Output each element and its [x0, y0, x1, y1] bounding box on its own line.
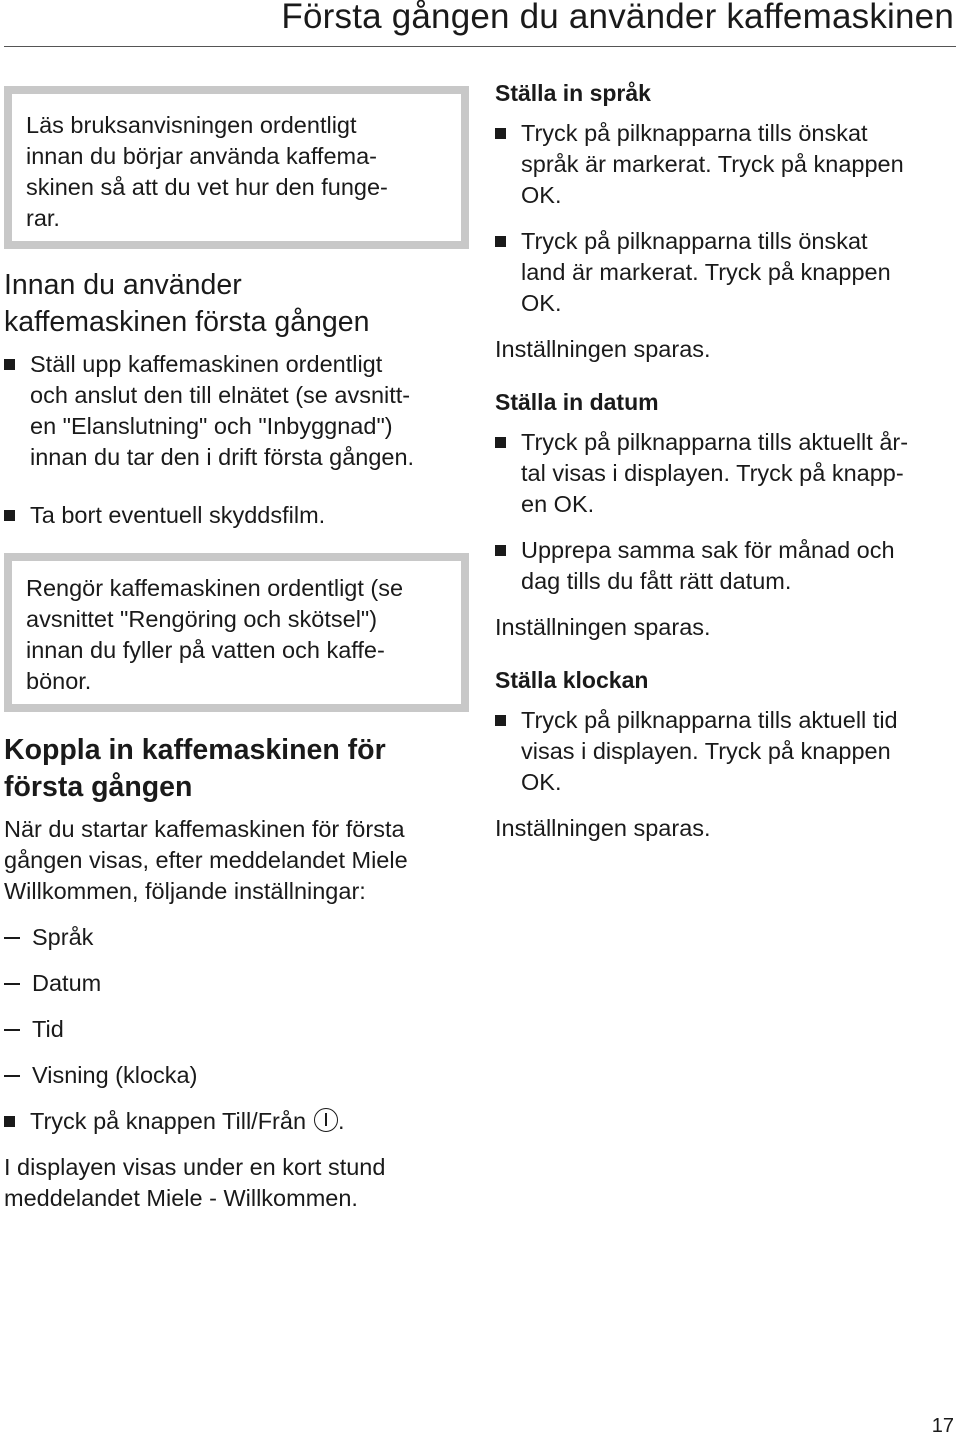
- bullet-line: Tryck på pilknapparna tills önskat: [521, 228, 868, 254]
- note-box-clean: [4, 553, 469, 712]
- note-line: Rengör kaffemaskinen ordentligt (se: [26, 575, 404, 601]
- saved-text-clock: Inställningen sparas.: [495, 815, 711, 841]
- bullet-line: OK.: [521, 290, 562, 316]
- bullet-square-icon: [4, 510, 15, 521]
- dash-item-time: [4, 1014, 469, 1045]
- note-line: Läs bruksanvisningen ordentligt: [26, 112, 357, 138]
- subheading-language: Ställa in språk: [495, 80, 651, 106]
- note-line: innan du fyller på vatten och kaffe-: [26, 637, 385, 663]
- para-line: gången visas, efter meddelandet Miele: [4, 847, 408, 873]
- bullet-line: en "Elanslutning" och "Inbyggnad"): [30, 413, 393, 439]
- para-line: Willkommen, följande inställningar:: [4, 878, 366, 904]
- subheading-date: Ställa in datum: [495, 389, 659, 415]
- bullet-line-suffix: .: [338, 1108, 345, 1134]
- bullet-line: innan du tar den i drift första gången.: [30, 444, 415, 470]
- bullet-remove-film: [4, 500, 469, 531]
- note-box-read-manual: [4, 86, 469, 249]
- bullet-line: Tryck på pilknapparna tills aktuellt år-: [521, 429, 909, 455]
- intro-paragraph: [4, 814, 469, 907]
- bullet-line: Tryck på pilknapparna tills aktuell tid: [521, 707, 898, 733]
- page-number: 17: [931, 1415, 954, 1437]
- para-line: I displayen visas under en kort stund: [4, 1154, 386, 1180]
- note-line: skinen så att du vet hur den funge-: [26, 174, 388, 200]
- title-divider: [4, 46, 956, 47]
- para-line: meddelandet Miele - Willkommen.: [4, 1185, 358, 1211]
- bullet-time: [495, 705, 955, 798]
- note-line: bönor.: [26, 668, 92, 694]
- section-title-line: Koppla in kaffemaskinen för: [4, 734, 386, 766]
- note-line: avsnittet "Rengöring och skötsel"): [26, 606, 378, 632]
- note-line: rar.: [26, 205, 60, 231]
- dash-item-date: [4, 968, 469, 999]
- dash-item-clock-display: [4, 1060, 469, 1091]
- bullet-square-icon: [495, 715, 506, 726]
- bullet-square-icon: [495, 437, 506, 448]
- dash-icon: [4, 1029, 20, 1031]
- bullet-line: Upprepa samma sak för månad och: [521, 537, 895, 563]
- bullet-country-select: [495, 226, 955, 319]
- bullet-line: Ställ upp kaffemaskinen ordentligt: [30, 351, 383, 377]
- bullet-line: Tryck på pilknapparna tills önskat: [521, 120, 868, 146]
- bullet-line: land är markerat. Tryck på knappen: [521, 259, 891, 285]
- subheading-clock: Ställa klockan: [495, 667, 649, 693]
- bullet-year: [495, 427, 955, 520]
- bullet-line: och anslut den till elnätet (se avsnitt-: [30, 382, 411, 408]
- section-title-switch-on: [4, 732, 469, 806]
- dash-item-label: Datum: [32, 970, 102, 996]
- bullet-line: dag tills du fått rätt datum.: [521, 568, 792, 594]
- bullet-line: Tryck på knappen Till/Från: [30, 1108, 307, 1134]
- note-line: innan du börjar använda kaffema-: [26, 143, 377, 169]
- bullet-line: OK.: [521, 769, 562, 795]
- page-title: Första gången du använder kaffemaskinen: [281, 0, 954, 36]
- bullet-line: språk är markerat. Tryck på knappen: [521, 151, 904, 177]
- section-title-before-first-use: [4, 267, 469, 341]
- dash-item-language: [4, 922, 469, 953]
- bullet-line: tal visas i displayen. Tryck på knapp-: [521, 460, 904, 486]
- saved-text-date: Inställningen sparas.: [495, 614, 711, 640]
- bullet-setup: [4, 349, 469, 473]
- bullet-press-power: [4, 1106, 469, 1137]
- dash-item-label: Visning (klocka): [32, 1062, 198, 1088]
- bullet-line: OK.: [521, 182, 562, 208]
- section-title-line: Innan du använder: [4, 269, 242, 301]
- closing-paragraph: [4, 1152, 469, 1214]
- bullet-square-icon: [495, 545, 506, 556]
- bullet-square-icon: [495, 128, 506, 139]
- dash-item-label: Tid: [32, 1016, 64, 1042]
- bullet-square-icon: [4, 359, 15, 370]
- dash-item-label: Språk: [32, 924, 94, 950]
- bullet-square-icon: [4, 1116, 15, 1127]
- section-title-line: första gången: [4, 771, 193, 803]
- bullet-line: en OK.: [521, 491, 595, 517]
- section-title-line: kaffemaskinen första gången: [4, 306, 370, 338]
- bullet-square-icon: [495, 236, 506, 247]
- dash-icon: [4, 1075, 20, 1077]
- right-column: [495, 78, 955, 859]
- bullet-line: Ta bort eventuell skyddsfilm.: [30, 502, 326, 528]
- dash-icon: [4, 983, 20, 985]
- bullet-line: visas i displayen. Tryck på knappen: [521, 738, 891, 764]
- saved-text-language: Inställningen sparas.: [495, 336, 711, 362]
- bullet-language-select: [495, 118, 955, 211]
- left-column: [4, 78, 469, 1229]
- para-line: När du startar kaffemaskinen för första: [4, 816, 405, 842]
- bullet-month-day: [495, 535, 955, 597]
- dash-icon: [4, 937, 20, 939]
- power-icon: [314, 1108, 338, 1132]
